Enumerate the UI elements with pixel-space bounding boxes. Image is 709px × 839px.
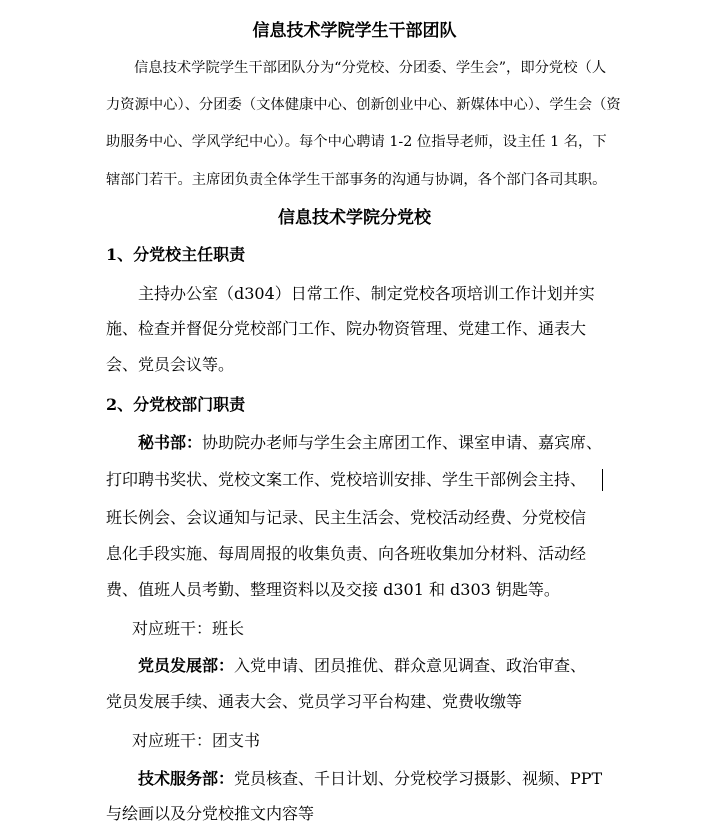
intro-line-2: 力资源中心）、分团委（文体健康中心、创新创业中心、新媒体中心）、学生会（资 [106, 97, 621, 113]
development-text-1: 入党申请、团员推优、群众意见调查、政治审查、 [234, 656, 587, 675]
intro-line-3: 助服务中心、学风学纪中心）。每个中心聘请 1-2 位指导老师，设主任 1 名，下 [106, 134, 607, 150]
director-line-1: 主持办公室（d304）日常工作、制定党校各项培训工作计划并实 [138, 284, 595, 303]
tech-text-1: 党员核查、千日计划、分党校学习摄影、视频、PPT [234, 769, 603, 788]
secretary-label: 秘书部： [138, 433, 203, 452]
development-label: 党员发展部： [138, 656, 235, 675]
development-line-2: 党员发展手续、通表大会、党员学习平台构建、党费收缴等 [106, 692, 523, 711]
secretary-line-2: 打印聘书奖状、党校文案工作、党校培训安排、学生干部例会主持、 [106, 470, 587, 489]
document-title: 信息技术学院学生干部团队 [252, 21, 457, 41]
development-line-1 [138, 655, 586, 677]
secretary-line-3: 班长例会、会议通知与记录、民主生活会、党校活动经费、分党校信 [106, 508, 587, 527]
intro-line-1: 信息技术学院学生干部团队分为“分党校、分团委、学生会”，即分党校（人 [134, 60, 607, 76]
tech-label: 技术服务部： [138, 769, 235, 788]
tech-line-2: 与绘画以及分党校推文内容等 [106, 804, 315, 823]
section-title: 信息技术学院分党校 [278, 208, 431, 228]
secretary-cadre: 对应班干：班长 [132, 619, 245, 638]
secretary-text-1: 协助院办老师与学生会主席团工作、课室申请、嘉宾席、 [202, 433, 603, 452]
development-cadre: 对应班干：团支书 [132, 731, 261, 750]
heading-departments: 2、分党校部门职责 [106, 395, 246, 414]
secretary-line-5: 费、值班人员考勤、整理资料以及交接 d301 和 d303 钥匙等。 [106, 580, 560, 599]
director-line-2: 施、检查并督促分党校部门工作、院办物资管理、党建工作、通表大 [106, 319, 587, 338]
text-cursor [602, 469, 603, 491]
tech-line-1 [138, 768, 602, 790]
intro-line-4: 辖部门若干。主席团负责全体学生干部事务的沟通与协调，各个部门各司其职。 [106, 172, 607, 188]
director-line-3: 会、党员会议等。 [106, 355, 235, 374]
secretary-line-1 [138, 432, 602, 454]
secretary-line-4: 息化手段实施、每周周报的收集负责、向各班收集加分材料、活动经 [106, 544, 587, 563]
heading-director: 1、分党校主任职责 [106, 245, 246, 264]
